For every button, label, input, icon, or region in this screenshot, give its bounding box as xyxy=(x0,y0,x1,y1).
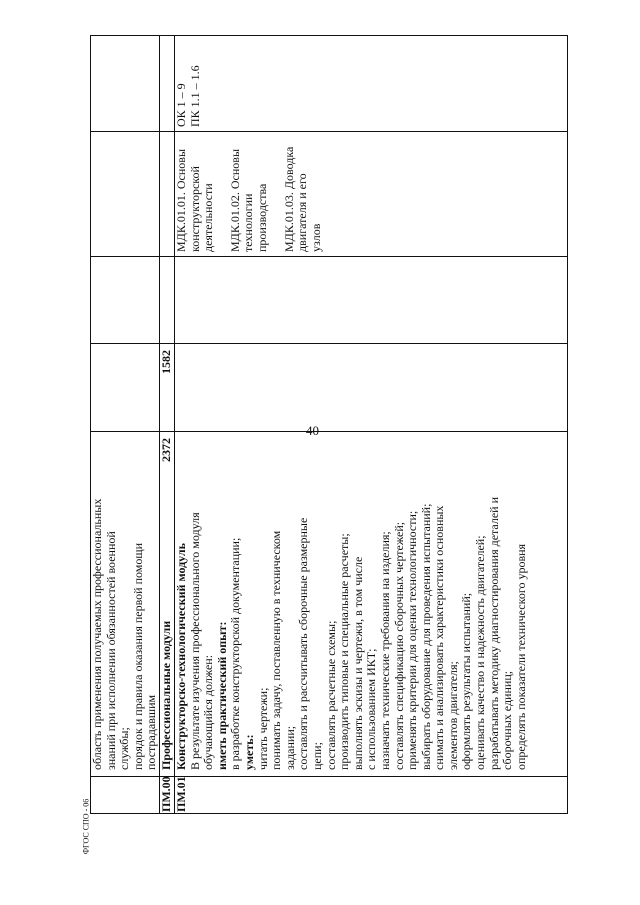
text-line: узлов xyxy=(308,223,323,252)
competency-ok: ОК 1 – 9 xyxy=(174,83,188,127)
text-line: двигателя и его xyxy=(295,173,310,252)
text-line: цепи; xyxy=(309,742,324,770)
continuation-cell xyxy=(91,435,159,770)
pm01-lines xyxy=(189,435,529,770)
col-divider xyxy=(90,813,568,814)
pm01-disciplines xyxy=(175,134,323,252)
text-line: элементов двигателя; xyxy=(445,661,460,770)
discipline-mdk0102 xyxy=(229,134,270,252)
text-line: производить типовые и специальные расчеты; xyxy=(337,533,352,770)
text-line: деятельности xyxy=(201,183,216,252)
text-line: В результате изучения профессионального модуля xyxy=(187,512,202,770)
col-divider xyxy=(90,343,568,344)
text-line: сборочных единиц; xyxy=(500,670,515,770)
text-line: составлять и рассчитывать сборочные размерные xyxy=(296,517,311,770)
text-line: службы; xyxy=(117,727,132,770)
discipline-mdk0103 xyxy=(283,134,324,252)
text-line: область применения получаемых профессиональных xyxy=(90,498,104,770)
text-line: применять критерии для оценки технологичности; xyxy=(405,510,420,770)
pm00-max-load: 2372 xyxy=(159,438,173,462)
pm01-title: Конструкторско-технологический модуль xyxy=(174,543,188,770)
text-line: понимать задачу, поставленную в техническом xyxy=(269,530,284,770)
pm01-description xyxy=(175,435,528,770)
document-footer: ФГОС СПО - 06 xyxy=(81,798,91,855)
pm00-name: Профессиональные модули xyxy=(159,620,173,770)
text-line: МДК.01.03. Доводка xyxy=(281,146,296,252)
discipline-mdk0101 xyxy=(175,134,216,252)
text-line: назначать технические требования на изделия; xyxy=(377,531,392,770)
pm01-index: ПМ.01 xyxy=(174,776,188,812)
text-line: технологии xyxy=(241,193,256,252)
col-divider xyxy=(90,131,568,132)
text-line: оценивать качество и надежность двигателей; xyxy=(473,535,488,770)
text-line: выполнять эскизы и чертежи, в том числе xyxy=(350,556,365,770)
col-divider xyxy=(90,431,568,432)
text-line: составлять спецификацию сборочных чертежей; xyxy=(391,521,406,770)
text-line: разрабатывать методику диагностирования деталей и xyxy=(486,496,501,770)
text-line: снимать и анализировать характеристики основных xyxy=(432,505,447,770)
text-line: порядок и правила оказания первой помощи xyxy=(130,542,145,770)
text-line: задании; xyxy=(282,725,297,770)
pm00-required-hours: 1582 xyxy=(159,350,173,374)
rotated-table-region xyxy=(90,36,568,815)
text-line: обучающийся должен: xyxy=(201,654,216,770)
text-line: МДК.01.02. Основы xyxy=(227,148,242,252)
competency-pk: ПК 1.1 – 1.6 xyxy=(187,65,202,127)
text-line: составлять расчетные схемы; xyxy=(323,620,338,770)
col-divider xyxy=(90,256,568,257)
page-number: 40 xyxy=(306,423,319,438)
pm01-competencies xyxy=(175,37,202,127)
curriculum-table xyxy=(90,35,568,814)
text-line: МДК.01.01. Основы xyxy=(174,148,188,252)
text-line: иметь практический опыт: xyxy=(214,621,229,770)
text-line: выбирать оборудование для проведения испытаний; xyxy=(418,503,433,770)
text-line: определять показатели технического уровня xyxy=(513,543,528,770)
text-line: знаний при исполнении обязанностей военной xyxy=(103,531,118,770)
text-line: производства xyxy=(254,183,269,252)
text-line: конструкторской xyxy=(187,166,202,252)
text-line: в разработке конструкторской документации; xyxy=(228,537,243,770)
pm00-index: ПМ.00 xyxy=(159,776,173,812)
text-line: с использованием ИКТ; xyxy=(364,648,379,770)
text-line: пострадавшим xyxy=(144,694,159,770)
text-line: читать чертежи; xyxy=(255,687,270,770)
text-line: уметь: xyxy=(241,734,256,770)
text-line: оформлять результаты испытаний; xyxy=(459,592,474,770)
